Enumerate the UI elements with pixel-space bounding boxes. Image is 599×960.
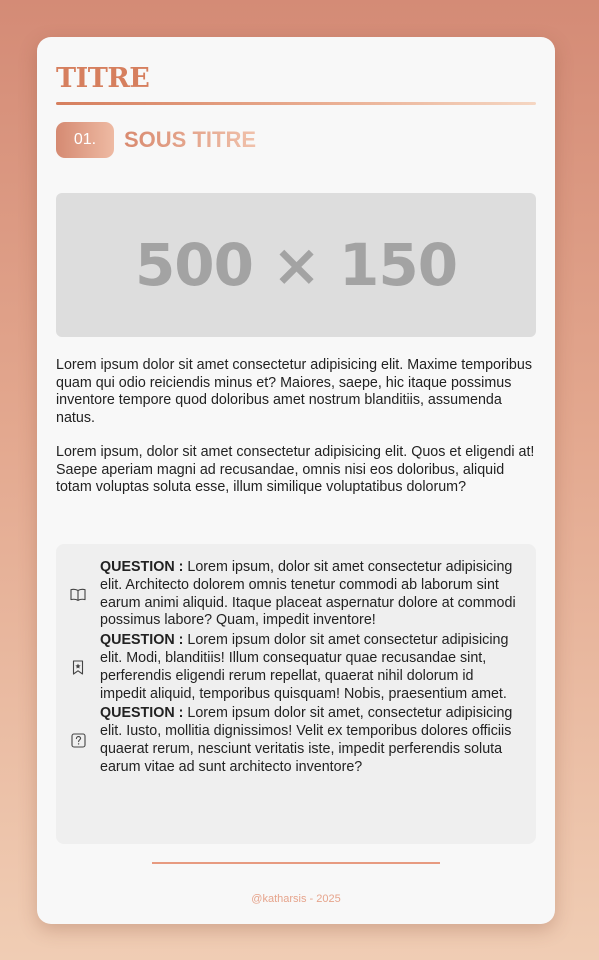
body-paragraph-2: Lorem ipsum, dolor sit amet consectetur adipisicing elit. Quos et eligendi at! Saepe aperiam magni ad recusandae, omnis nisi eos doloribus, aliquid totam voluptas soluta esse, illum similique voluptatibus dolorum?	[56, 444, 535, 495]
question-label: QUESTION :	[100, 705, 184, 722]
question-text-2	[100, 632, 518, 703]
body-paragraph-1: Lorem ipsum dolor sit amet consectetur adipisicing elit. Maxime temporibus quam qui odio reiciendis minus et? Maiores, saepe, hic itaque possimus inventore tempore quod doloribus amet nostrum blanditiis, assumenda natus.	[56, 357, 532, 426]
image-placeholder: 500 × 150	[56, 193, 536, 337]
question-label: QUESTION :	[100, 559, 184, 575]
question-body: Lorem ipsum, dolor sit amet consectetur adipisicing elit. Architecto dolorem omnis tenetur commodi ab laborum sint earum animi aliquid. Itaque placeat aspernatur dolore at commodi possimus labore? Quam, impedit inventore!	[100, 559, 516, 629]
question-square-icon	[68, 733, 88, 748]
content-card	[37, 37, 555, 924]
question-item-2	[68, 632, 518, 703]
subtitle-row	[56, 122, 256, 158]
question-item-1	[68, 559, 518, 630]
questions-box	[56, 544, 536, 844]
book-open-icon	[68, 588, 88, 601]
question-body: Lorem ipsum dolor sit amet consectetur adipisicing elit. Modi, blanditiis! Illum consequatur quae recusandae sint, perferendis eligendi rerum repellat, quaerat nihil dolorum id impedit aliquid, temporibus quisquam! Nobis, praesentium amet.	[100, 632, 509, 702]
question-text-3	[100, 705, 518, 776]
footer-credit: @katharsis - 2025	[251, 893, 341, 905]
bookmark-star-icon	[68, 660, 88, 675]
question-body: Lorem ipsum dolor sit amet, consectetur adipisicing elit. Iusto, mollitia dignissimos! Velit ex temporibus dolores officiis quaerat rerum, nesciunt veritatis iste, impedit perferendis soluta earum vitae ad sunt architecto inventore?	[100, 705, 513, 775]
title-divider	[56, 102, 536, 105]
subtitle-number-badge: 01.	[56, 122, 114, 158]
question-text-1	[100, 559, 518, 630]
card-title: TITRE	[56, 63, 150, 94]
question-item-3	[68, 705, 518, 776]
footer-divider	[152, 862, 440, 864]
question-label: QUESTION :	[100, 632, 184, 649]
subtitle-text: SOUS TITRE	[124, 127, 257, 152]
